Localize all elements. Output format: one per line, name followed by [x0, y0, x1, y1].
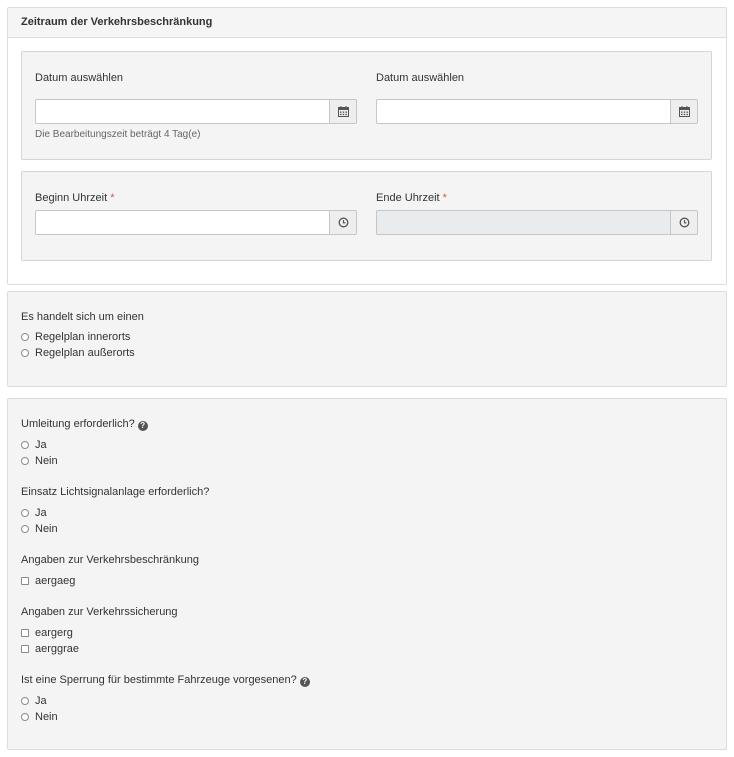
option-label: aergaeg — [35, 575, 76, 587]
details-panel — [7, 398, 727, 750]
safety-checkbox-1[interactable] — [21, 629, 29, 637]
time-section-title: Zeitraum der Verkehrsbeschränkung — [8, 8, 726, 38]
time-range-group — [21, 171, 712, 261]
required-mark: * — [442, 192, 447, 204]
plan-option-label: Regelplan innerorts — [35, 331, 131, 343]
plan-option-ausserorts[interactable] — [21, 347, 135, 359]
end-date-input[interactable] — [376, 99, 670, 124]
detour-option-yes[interactable] — [21, 439, 47, 451]
question-circle-icon[interactable]: ? — [138, 421, 148, 431]
start-time-input-group — [35, 210, 357, 235]
signal-yes-radio[interactable] — [21, 509, 29, 517]
end-date-label: Datum auswählen — [376, 72, 465, 84]
plan-ausserorts-radio[interactable] — [21, 349, 29, 357]
end-time-label — [376, 192, 447, 204]
closure-question — [21, 674, 310, 687]
signal-option-no[interactable] — [21, 523, 58, 535]
processing-time-note: Die Bearbeitungszeit beträgt 4 Tag(e) — [35, 129, 201, 140]
closure-option-yes[interactable] — [21, 695, 47, 707]
detour-no-radio[interactable] — [21, 457, 29, 465]
clock-icon — [338, 217, 349, 228]
end-time-label-text: Ende Uhrzeit — [376, 192, 440, 204]
detour-yes-radio[interactable] — [21, 441, 29, 449]
option-label: Nein — [35, 711, 58, 723]
start-date-label: Datum auswählen — [35, 72, 124, 84]
date-range-group — [21, 51, 712, 160]
start-date-input-group — [35, 99, 357, 124]
option-label: Ja — [35, 507, 47, 519]
detour-question-text: Umleitung erforderlich? — [21, 418, 135, 430]
signal-question: Einsatz Lichtsignalanlage erforderlich? — [21, 486, 210, 498]
restriction-checkbox[interactable] — [21, 577, 29, 585]
safety-option-1[interactable] — [21, 627, 73, 639]
time-section-panel — [7, 7, 727, 285]
question-circle-icon[interactable]: ? — [300, 677, 310, 687]
plan-type-question: Es handelt sich um einen — [21, 311, 144, 323]
plan-type-panel — [7, 291, 727, 387]
signal-no-radio[interactable] — [21, 525, 29, 533]
closure-yes-radio[interactable] — [21, 697, 29, 705]
start-time-input[interactable] — [35, 210, 329, 235]
start-date-picker-button[interactable] — [329, 99, 357, 124]
safety-option-2[interactable] — [21, 643, 79, 655]
option-label: Nein — [35, 455, 58, 467]
option-label: aerggrae — [35, 643, 80, 655]
start-time-label-text: Beginn Uhrzeit — [35, 192, 108, 204]
end-time-picker-button[interactable] — [670, 210, 698, 235]
plan-option-innerorts[interactable] — [21, 331, 130, 343]
start-time-picker-button[interactable] — [329, 210, 357, 235]
end-time-input[interactable] — [376, 210, 670, 235]
option-label: Nein — [35, 523, 58, 535]
closure-no-radio[interactable] — [21, 713, 29, 721]
end-time-input-group — [376, 210, 698, 235]
plan-option-label: Regelplan außerorts — [35, 347, 135, 359]
detour-question — [21, 418, 148, 431]
signal-option-yes[interactable] — [21, 507, 47, 519]
start-date-input[interactable] — [35, 99, 329, 124]
calendar-icon — [338, 106, 349, 117]
closure-question-text: Ist eine Sperrung für bestimmte Fahrzeuge vorgesenen? — [21, 674, 297, 686]
closure-option-no[interactable] — [21, 711, 58, 723]
safety-heading: Angaben zur Verkehrssicherung — [21, 606, 178, 618]
detour-option-no[interactable] — [21, 455, 58, 467]
start-time-label — [35, 192, 115, 204]
calendar-icon — [679, 106, 690, 117]
restriction-option[interactable] — [21, 575, 75, 587]
required-mark: * — [110, 192, 115, 204]
plan-innerorts-radio[interactable] — [21, 333, 29, 341]
option-label: Ja — [35, 695, 47, 707]
option-label: Ja — [35, 439, 47, 451]
end-date-input-group — [376, 99, 698, 124]
clock-icon — [679, 217, 690, 228]
option-label: eargerg — [35, 627, 73, 639]
restriction-heading: Angaben zur Verkehrsbeschränkung — [21, 554, 199, 566]
end-date-picker-button[interactable] — [670, 99, 698, 124]
safety-checkbox-2[interactable] — [21, 645, 29, 653]
